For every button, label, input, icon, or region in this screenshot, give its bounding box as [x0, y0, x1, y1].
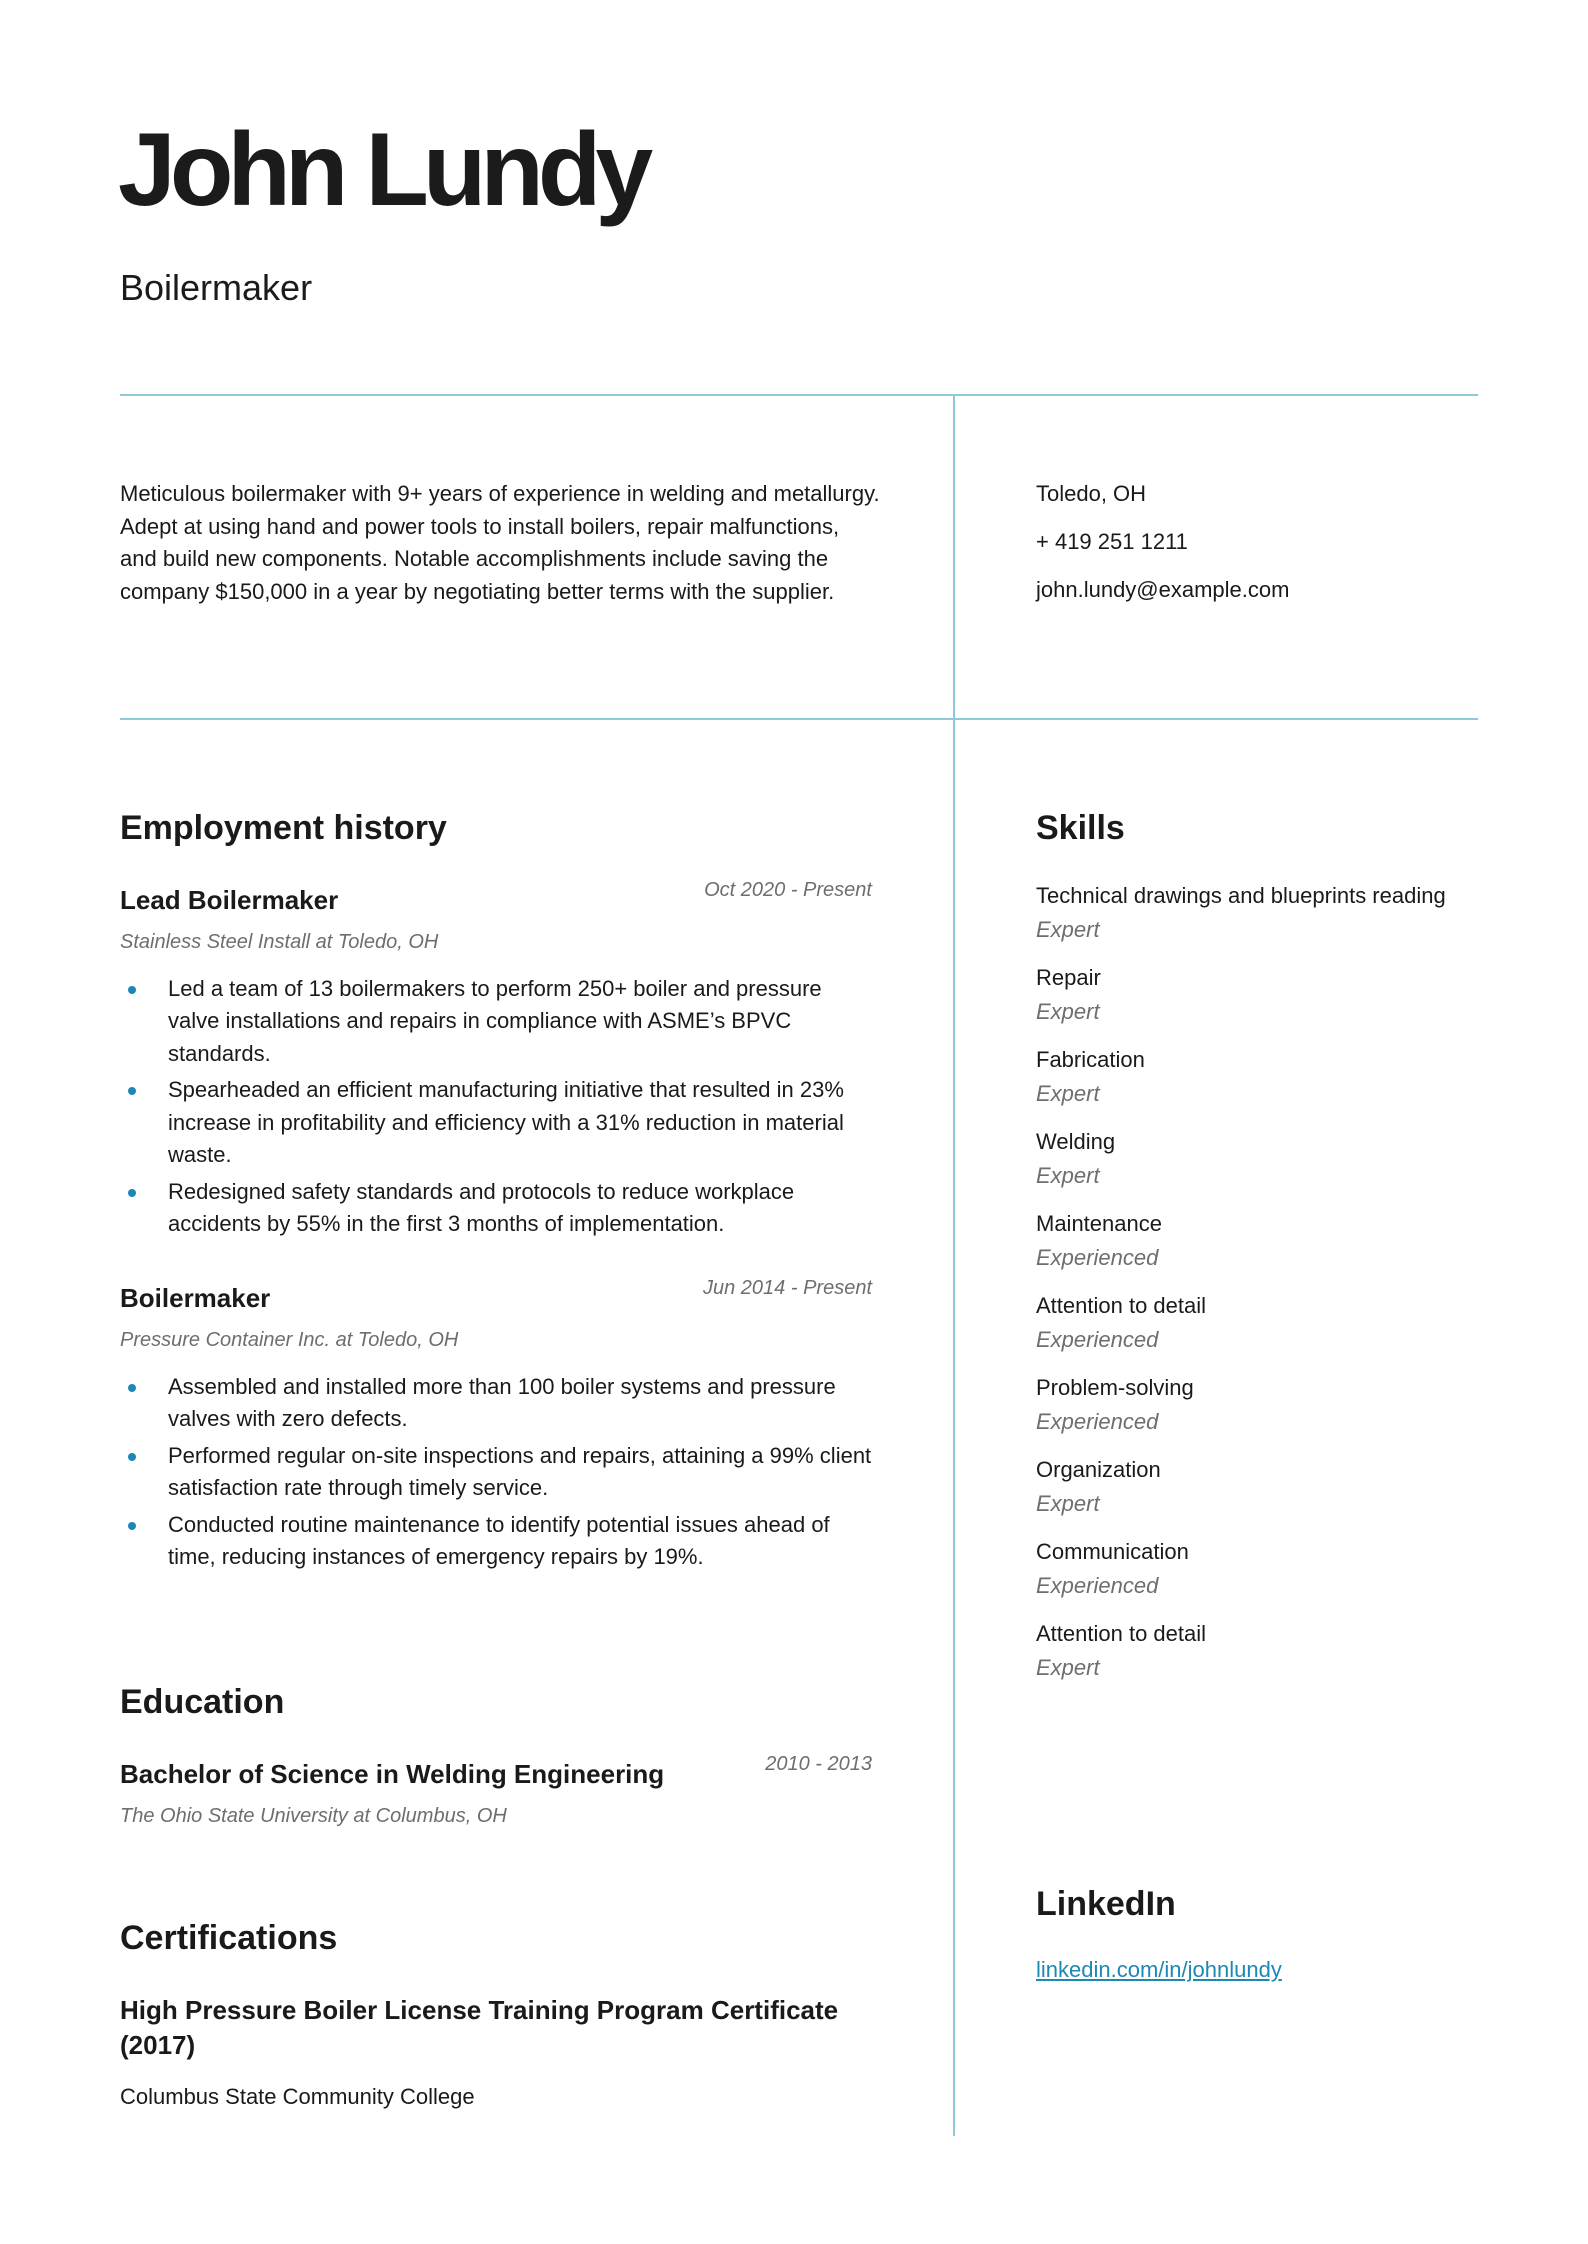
candidate-name: John Lundy [118, 112, 648, 228]
contact-location: Toledo, OH [1036, 481, 1147, 506]
job-company: Stainless Steel Install at Toledo, OH [120, 930, 439, 953]
education-heading: Education [120, 1683, 285, 1721]
skills-list [1036, 879, 1496, 1685]
list-item: Led a team of 13 boilermakers to perform 250+ boiler and pressure valve installations and repairs in compliance with ASME’s BPVC standards. [120, 973, 872, 1071]
skills-section [1036, 808, 1496, 1699]
skill-item: Welding Expert [1036, 1128, 1116, 1188]
list-item: Redesigned safety standards and protocols to reduce workplace accidents by 55% in the first 3 months of implementation. [120, 1176, 872, 1241]
skill-item: Problem-solving Experienced [1036, 1374, 1194, 1434]
profile-summary: Meticulous boilermaker with 9+ years of experience in welding and metallurgy. Adept at using hand and power tools to install boilers, repair malfunctions, and build new components. Notable accomplishments include saving the company $150,000 in a year by negotiating better terms with the supplier. [120, 481, 880, 604]
contact-info [1036, 478, 1289, 622]
skill-item: Repair Expert [1036, 964, 1101, 1024]
job-bullets [120, 973, 872, 1241]
certification-entry [120, 1993, 872, 2113]
contact-email: john.lundy@example.com [1036, 577, 1290, 602]
bullet-dot-icon [128, 1453, 136, 1461]
job-company: Pressure Container Inc. at Toledo, OH [120, 1328, 459, 1351]
certification-org: Columbus State Community College [120, 2083, 475, 2109]
skill-item: Attention to detail Experienced [1036, 1292, 1207, 1352]
linkedin-heading: LinkedIn [1036, 1885, 1176, 1923]
list-item: Conducted routine maintenance to identify potential issues ahead of time, reducing instances of emergency repairs by 19%. [120, 1509, 872, 1574]
list-item: Performed regular on-site inspections and repairs, attaining a 99% client satisfaction rate through timely service. [120, 1440, 872, 1505]
bullet-dot-icon [128, 1522, 136, 1530]
certifications-section [120, 1918, 872, 2113]
linkedin-section [1036, 1884, 1496, 1983]
education-school: The Ohio State University at Columbus, OH [120, 1804, 507, 1827]
middle-divider [120, 718, 1478, 720]
skill-item: Fabrication Expert [1036, 1046, 1145, 1106]
employment-heading: Employment history [120, 809, 447, 847]
top-divider [120, 394, 1478, 396]
job-bullets [120, 1371, 872, 1574]
linkedin-link[interactable]: linkedin.com/in/johnlundy [1036, 1956, 1282, 1982]
bullet-dot-icon [128, 1384, 136, 1392]
job-title: Lead Boilermaker [120, 884, 339, 915]
list-item: Assembled and installed more than 100 boiler systems and pressure valves with zero defects. [120, 1371, 872, 1436]
job-entry [120, 878, 872, 1241]
skill-item: Communication Experienced [1036, 1538, 1189, 1598]
education-entry [120, 1752, 872, 1829]
education-section [120, 1682, 872, 1829]
job-date: Oct 2020 - Present [704, 878, 872, 901]
list-item: Spearheaded an efficient manufacturing initiative that resulted in 23% increase in profitability and efficiency with a 31% reduction in material waste. [120, 1074, 872, 1172]
skill-item: Attention to detail Expert [1036, 1620, 1207, 1680]
column-divider [953, 396, 955, 2136]
employment-section [120, 808, 872, 1578]
bullet-dot-icon [128, 986, 136, 994]
bullet-dot-icon [128, 1189, 136, 1197]
skill-item: Maintenance Experienced [1036, 1210, 1162, 1270]
contact-phone: + 419 251 1211 [1036, 529, 1188, 554]
degree-title: Bachelor of Science in Welding Engineering [120, 1758, 665, 1789]
skill-item: Organization Expert [1036, 1456, 1161, 1516]
job-title: Boilermaker [120, 1282, 271, 1313]
education-date: 2010 - 2013 [765, 1752, 872, 1775]
job-title: Boilermaker [120, 267, 313, 308]
skill-item: Technical drawings and blueprints reading Expert [1036, 882, 1446, 942]
certifications-heading: Certifications [120, 1919, 338, 1957]
job-entry [120, 1276, 872, 1574]
bullet-dot-icon [128, 1087, 136, 1095]
certification-title: High Pressure Boiler License Training Program Certificate (2017) [120, 1994, 839, 2060]
job-date: Jun 2014 - Present [703, 1276, 872, 1299]
skills-heading: Skills [1036, 809, 1125, 847]
